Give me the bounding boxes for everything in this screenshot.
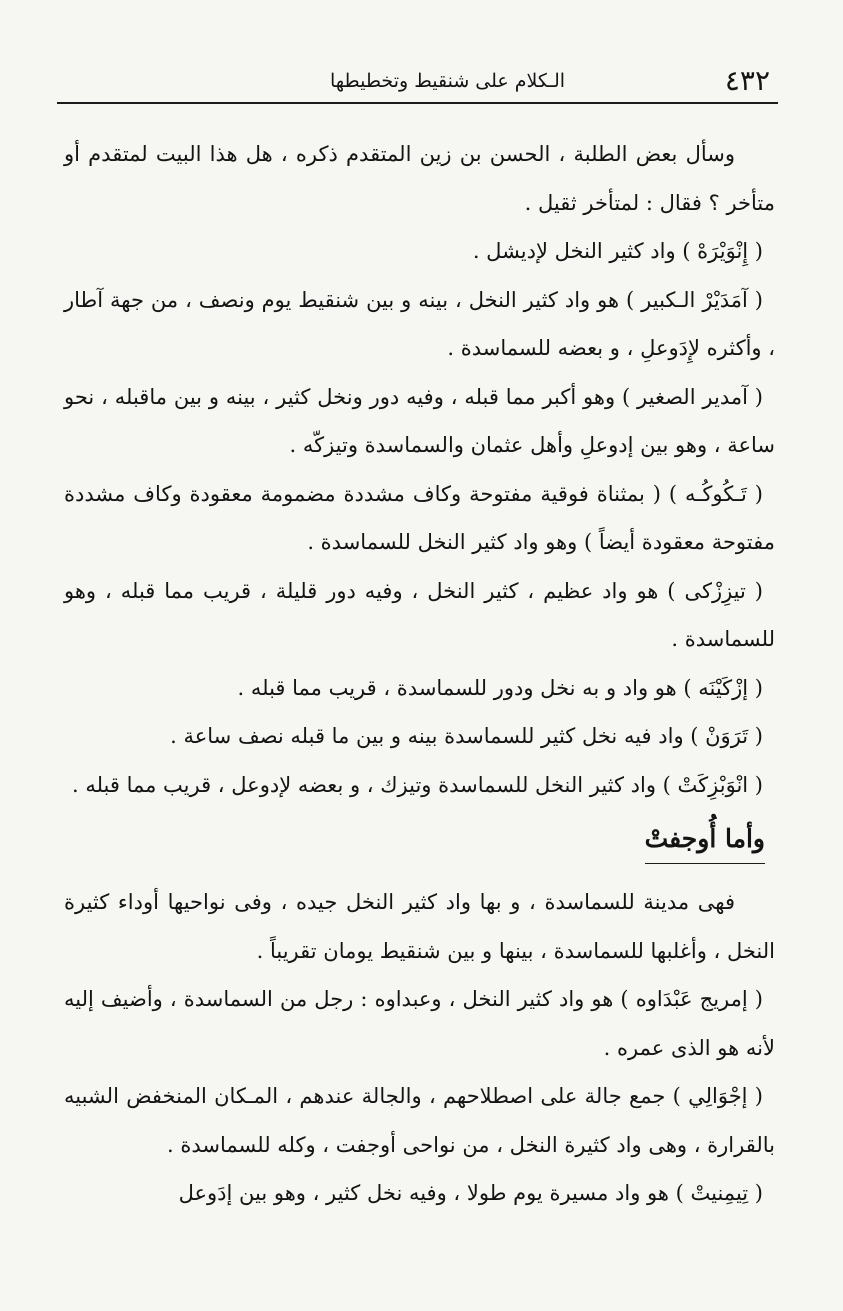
paragraph-entry-amdayr-saghir: ( آمدير الصغير ) وهو أكبر مما قبله ، وفيه دور ونخل كثير ، بينه و بين ماقبله ، نحو ساعة ، وهو بين إدوعلِ وأهل عثمان والسماسدة وتيزكّه . xyxy=(64,384,775,457)
section-heading-text: وأما أُوجفتْ xyxy=(645,817,765,864)
paragraph-entry-inwayra: ( إِنْوَيْرَهْ ) واد كثير النخل لإديشل . xyxy=(472,239,763,263)
paragraph-section-intro: فهى مدينة للسماسدة ، و بها واد كثير النخل جيده ، وفى نواحيها أوداء كثيرة النخل ، وأغلبها للسماسدة ، بينها و بين شنقيط يومان تقريباً . xyxy=(64,890,775,963)
paragraph-entry-ijwali: ( إجْوَالِي ) جمع جالة على اصطلاحهم ، والجالة عندهم ، المـكان المنخفض الشبيه بالقرارة ، وهى واد كثيرة النخل ، من نواحى أوجفت ، وكله للسماسدة . xyxy=(64,1084,775,1157)
paragraph-entry-takkukka: ( تَـكُوكُـه ) ( بمثناة فوقية مفتوحة وكاف مشددة مضمومة معقودة وكاف مشددة مفتوحة معقودة أيضاً ) وهو واد كثير النخل للسماسدة . xyxy=(64,481,775,554)
page-number: ٤٣٢ xyxy=(724,64,770,97)
running-header xyxy=(57,64,778,104)
paragraph-entry-inwabzikat: ( انْوَبْزِكَتْ ) واد كثير النخل للسماسدة وتيزك ، و بعضه لإدوعل ، قريب مما قبله . xyxy=(71,772,763,797)
paragraph-entry-timinit: ( تِيمِنيتْ ) هو واد مسيرة يوم طولا ، وفيه نخل كثير ، وهو بين إدَوعل xyxy=(178,1181,763,1205)
section-heading xyxy=(64,817,775,864)
paragraph-opening: وسأل بعض الطلبة ، الحسن بن زين المتقدم ذكره ، هل هذا البيت لمتقدم أو متأخر ؟ فقال : لمتأخر ثقيل . xyxy=(64,142,775,215)
page-body xyxy=(64,130,775,1218)
paragraph-entry-izkayna: ( إزْكَيْنَه ) هو واد و به نخل ودور للسماسدة ، قريب مما قبله . xyxy=(237,675,763,700)
paragraph-entry-tarawan: ( تَرَوَنْ ) واد فيه نخل كثير للسماسدة بينه و بين ما قبله نصف ساعة . xyxy=(170,724,763,748)
running-title: الـكلام على شنقيط وتخطيطها xyxy=(329,70,566,92)
paragraph-entry-amdayr-kabir: ( آمَدَيْرْ الـكبير ) هو واد كثير النخل ، بينه و بين شنقيط يوم ونصف ، من جهة آطار ، وأكثره لإِدَوعلِ ، و بعضه للسماسدة . xyxy=(64,287,775,360)
paragraph-entry-imrij-abdawah: ( إمريج عَبْدَاوه ) هو واد كثير النخل ، وعبداوه : رجل من السماسدة ، وأضيف إليه لأنه هو الذى عمره . xyxy=(64,987,775,1060)
paragraph-entry-tiziziki: ( تيزِزْكى ) هو واد عظيم ، كثير النخل ، وفيه دور قليلة ، قريب مما قبله ، وهو للسماسدة . xyxy=(64,578,775,651)
